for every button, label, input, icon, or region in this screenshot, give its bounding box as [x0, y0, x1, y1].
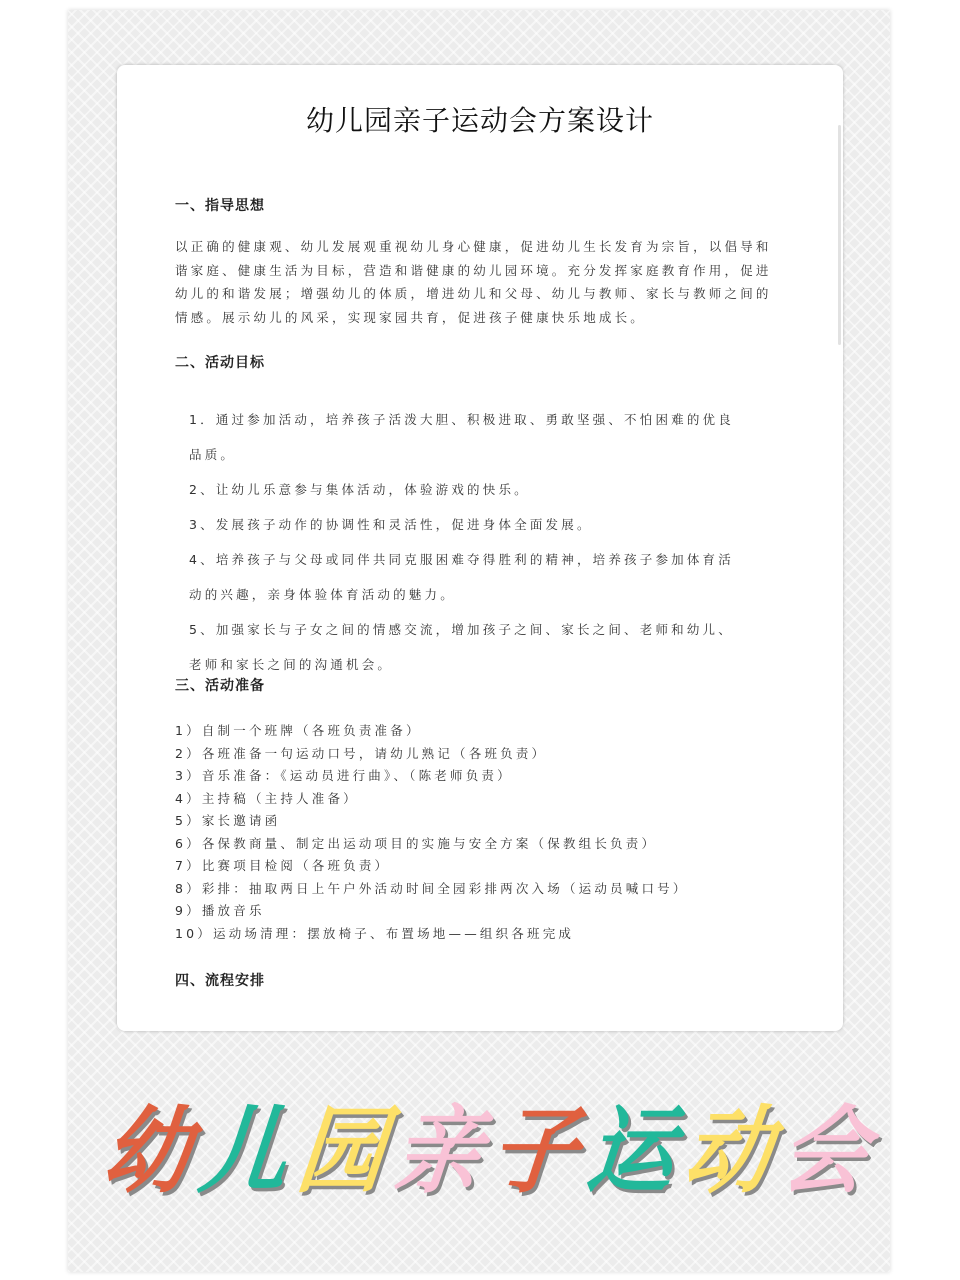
- goal-line: 品质。: [189, 447, 237, 462]
- goal-line: 1．通过参加活动，培养孩子活泼大胆、积极进取、勇敢坚强、不怕困难的优良: [189, 412, 734, 427]
- scrollbar[interactable]: [838, 125, 841, 345]
- banner-char: 儿: [195, 1096, 289, 1207]
- prep-item: 7）比赛项目检阅（各班负责）: [175, 858, 391, 873]
- document-page: [117, 65, 843, 1031]
- prep-item: 5）家长邀请函: [175, 813, 281, 828]
- banner-char: 亲: [388, 1096, 483, 1207]
- banner-char: 园: [291, 1096, 386, 1207]
- banner-title: [98, 1085, 870, 1207]
- section-heading: 一、指导思想: [175, 198, 265, 214]
- goal-line: 动的兴趣，亲身体验体育活动的魅力。: [189, 587, 456, 602]
- prep-item: 10）运动场清理：摆放椅子、布置场地——组织各班完成: [175, 926, 575, 941]
- prep-item: 8）彩排：抽取两日上午户外活动时间全园彩排两次入场（运动员喊口号）: [175, 881, 689, 896]
- section-heading: 三、活动准备: [175, 678, 265, 694]
- section-paragraph: 以正确的健康观、幼儿发展观重视幼儿身心健康，促进幼儿生长发育为宗旨，以倡导和谐家庭、健康生活为目标，营造和谐健康的幼儿园环境。充分发挥家庭教育作用，促进幼儿的和谐发展；增强幼儿的体质，增进幼儿和父母、幼儿与教师、家长与教师之间的情感。展示幼儿的风采，实现家园共育，促进孩子健康快乐地成长。: [175, 239, 772, 325]
- document-title: 幼儿园亲子运动会方案设计: [305, 104, 654, 137]
- section-heading: 四、流程安排: [175, 973, 265, 989]
- goal-line: 3、发展孩子动作的协调性和灵活性，促进身体全面发展。: [189, 517, 593, 532]
- prep-item: 9）播放音乐: [175, 903, 265, 918]
- prep-item: 1）自制一个班牌（各班负责准备）: [175, 723, 422, 738]
- banner-char: 会: [776, 1096, 870, 1207]
- goal-line: 4、培养孩子与父母或同伴共同克服困难夺得胜利的精神，培养孩子参加体育活: [189, 552, 734, 567]
- banner-char: 子: [485, 1096, 580, 1207]
- banner-char: 动: [679, 1096, 773, 1207]
- banner-char: 运: [582, 1096, 677, 1207]
- goal-line: 5、加强家长与子女之间的情感交流，增加孩子之间、家长之间、老师和幼儿、: [189, 622, 734, 637]
- prep-item: 3）音乐准备：《运动员进行曲》、（陈老师负责）: [175, 768, 513, 783]
- prep-item: 4）主持稿（主持人准备）: [175, 791, 359, 806]
- goal-line: 2、让幼儿乐意参与集体活动，体验游戏的快乐。: [189, 482, 530, 497]
- prep-item: 2）各班准备一句运动口号，请幼儿熟记（各班负责）: [175, 746, 548, 761]
- prep-item: 6）各保教商量、制定出运动项目的实施与安全方案（保教组长负责）: [175, 836, 658, 851]
- banner-char: 幼: [98, 1096, 192, 1207]
- section-heading: 二、活动目标: [175, 355, 265, 371]
- goal-line: 老师和家长之间的沟通机会。: [189, 657, 394, 672]
